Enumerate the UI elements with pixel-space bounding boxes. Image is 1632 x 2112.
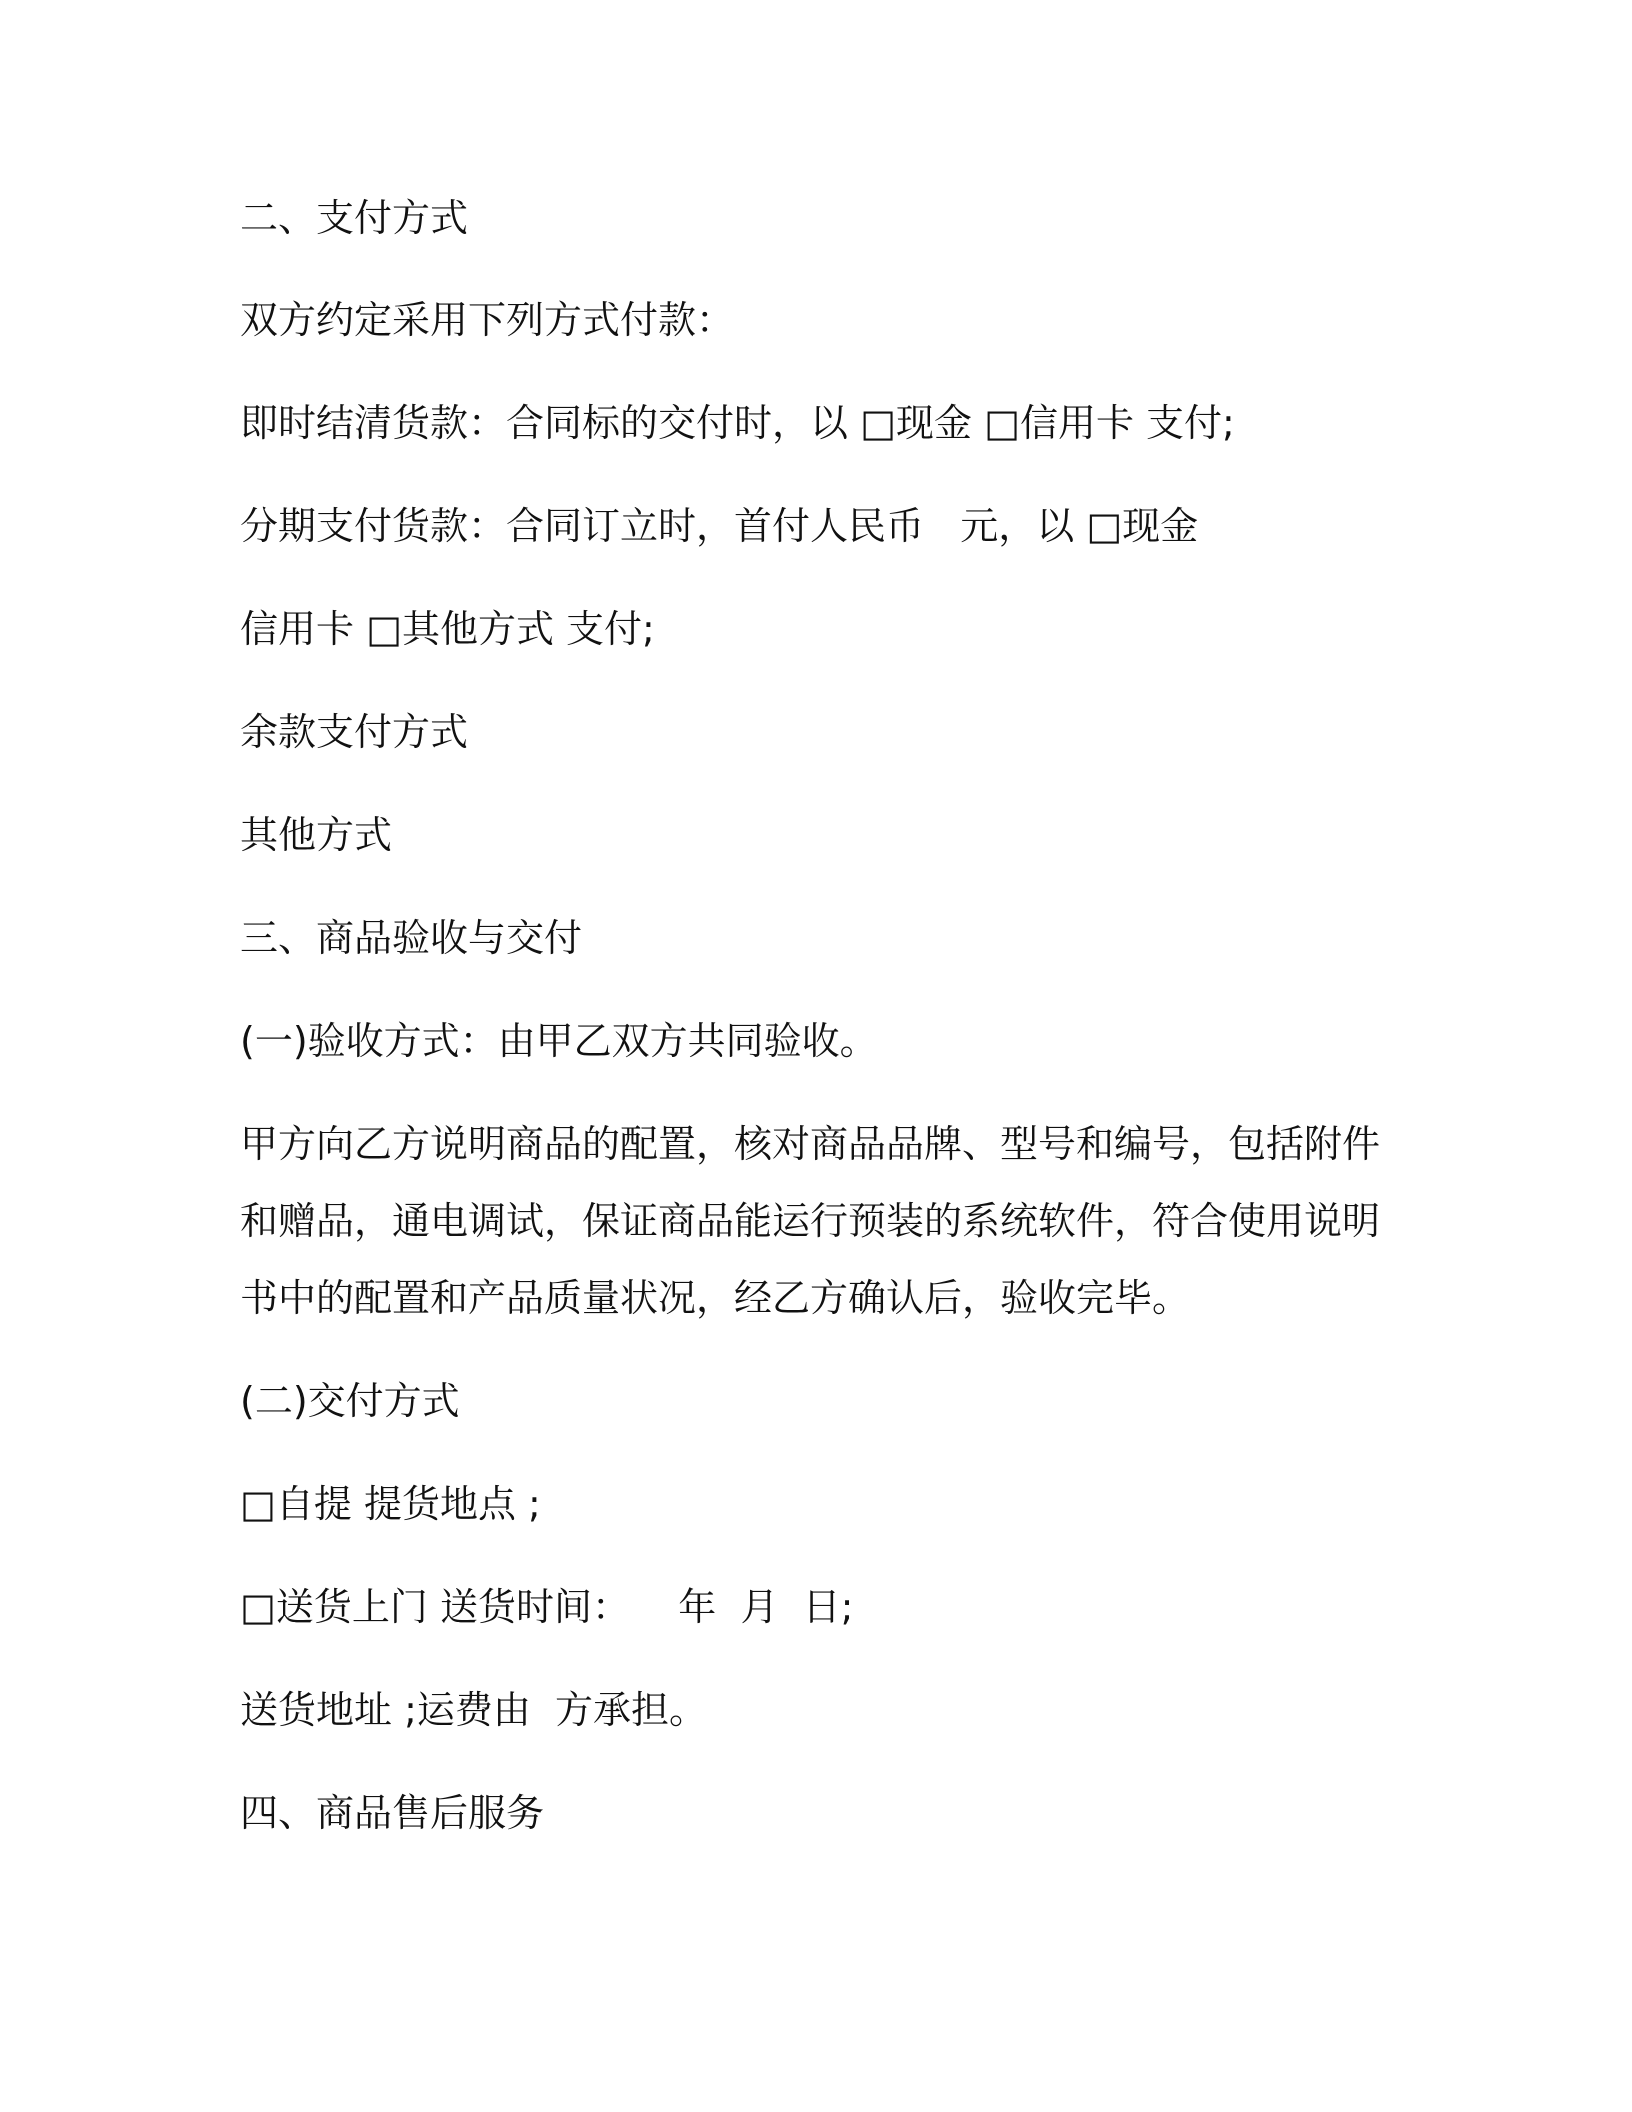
heading-payment-method: 二、支付方式 (240, 196, 469, 240)
delivery-home-delivery: □送货上门 送货时间： 年 月 日; (240, 1585, 854, 1629)
payment-agreement-intro: 双方约定采用下列方式付款： (240, 298, 735, 342)
heading-after-sales-service: 四、商品售后服务 (240, 1791, 545, 1835)
delivery-self-pickup: □自提 提货地点 ; (240, 1482, 541, 1526)
payment-balance-method: 余款支付方式 (240, 710, 469, 754)
payment-installment: 分期支付货款：合同订立时，首付人民币 元，以 □现金 (240, 504, 1199, 548)
delivery-method-heading: (二)交付方式 (240, 1379, 460, 1423)
heading-acceptance-delivery: 三、商品验收与交付 (240, 916, 583, 960)
payment-immediate-settlement: 即时结清货款：合同标的交付时，以 □现金 □信用卡 支付; (240, 401, 1235, 445)
acceptance-paragraph-line-1: 甲方向乙方说明商品的配置，核对商品品牌、型号和编号，包括附件 (240, 1122, 1381, 1166)
acceptance-paragraph-line-3: 书中的配置和产品质量状况，经乙方确认后，验收完毕。 (240, 1276, 1191, 1320)
acceptance-paragraph-line-2: 和赠品，通电调试，保证商品能运行预装的系统软件，符合使用说明 (240, 1199, 1381, 1243)
payment-installment-cont: 信用卡 □其他方式 支付; (240, 607, 655, 651)
payment-other-method: 其他方式 (240, 813, 393, 857)
acceptance-method: (一)验收方式：由甲乙双方共同验收。 (240, 1019, 878, 1063)
delivery-address-freight: 送货地址 ;运费由 方承担。 (240, 1688, 708, 1732)
